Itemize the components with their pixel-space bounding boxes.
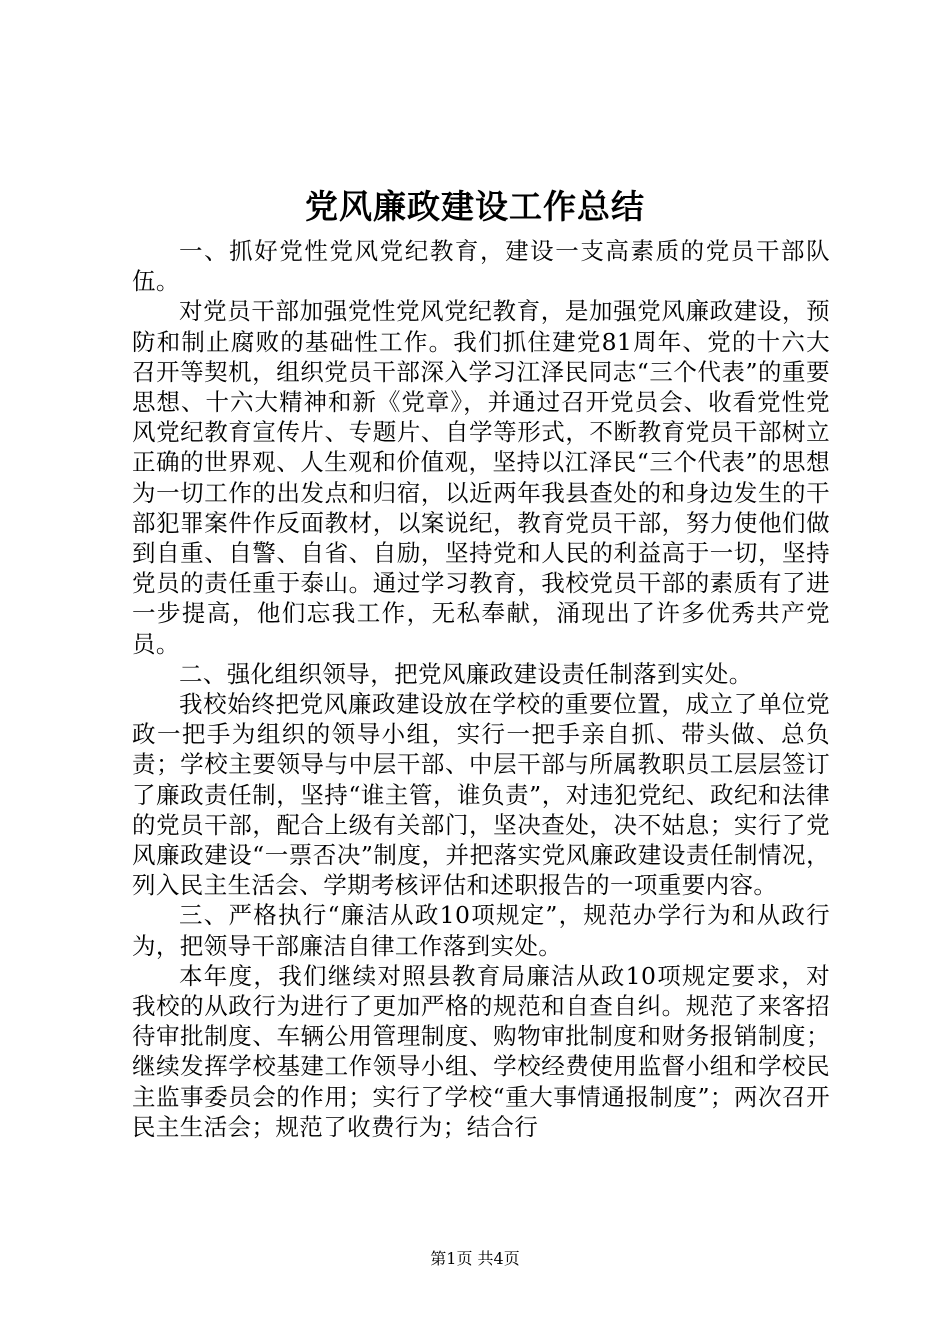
paragraph: 我校始终把党风廉政建设放在学校的重要位置，成立了单位党政一把手为组织的领导小组，实行一把手亲自抓、带头做、总负责；学校主要领导与中层干部、中层干部与所属教职员工层层签订了廉政责任制，坚持“谁主管，谁负责”，对违犯党纪、政纪和法律的党员干部，配合上级有关部门，坚决查处，决不姑息；实行了党风廉政建设“一票否决”制度，并把落实党风廉政建设责任制情况，列入民主生活会、学期考核评估和述职报告的一项重要内容。: [132, 690, 830, 900]
document-body: [132, 236, 830, 1142]
document-title: 党风廉政建设工作总结: [305, 187, 645, 226]
paragraph-heading-3: 三、严格执行“廉洁从政10项规定”，规范办学行为和从政行为，把领导干部廉洁自律工作落到实处。: [132, 901, 830, 960]
page-number-footer: 第1页 共4页: [430, 1249, 520, 1268]
paragraph: 对党员干部加强党性党风党纪教育，是加强党风廉政建设，预防和制止腐败的基础性工作。我们抓住建党81周年、党的十六大召开等契机，组织党员干部深入学习江泽民同志“三个代表”的重要思想、十六大精神和新《党章》，并通过召开党员会、收看党性党风党纪教育宣传片、专题片、自学等形式，不断教育党员干部树立正确的世界观、人生观和价值观，坚持以江泽民“三个代表”的思想为一切工作的出发点和归宿，以近两年我县查处的和身边发生的干部犯罪案件作反面教材，以案说纪，教育党员干部，努力使他们做到自重、自警、自省、自励，坚持党和人民的利益高于一切，坚持党员的责任重于泰山。通过学习教育，我校党员干部的素质有了进一步提高，他们忘我工作，无私奉献，涌现出了许多优秀共产党员。: [132, 297, 830, 658]
paragraph: 本年度，我们继续对照县教育局廉洁从政10项规定要求，对我校的从政行为进行了更加严格的规范和自查自纠。规范了来客招待审批制度、车辆公用管理制度、购物审批制度和财务报销制度；继续发挥学校基建工作领导小组、学校经费使用监督小组和学校民主监事委员会的作用；实行了学校“重大事情通报制度”；两次召开民主生活会；规范了收费行为；结合行: [132, 961, 830, 1141]
paragraph-heading-2: 二、强化组织领导，把党风廉政建设责任制落到实处。: [179, 659, 753, 688]
paragraph-heading-1: 一、抓好党性党风党纪教育，建设一支高素质的党员干部队伍。: [132, 237, 830, 296]
